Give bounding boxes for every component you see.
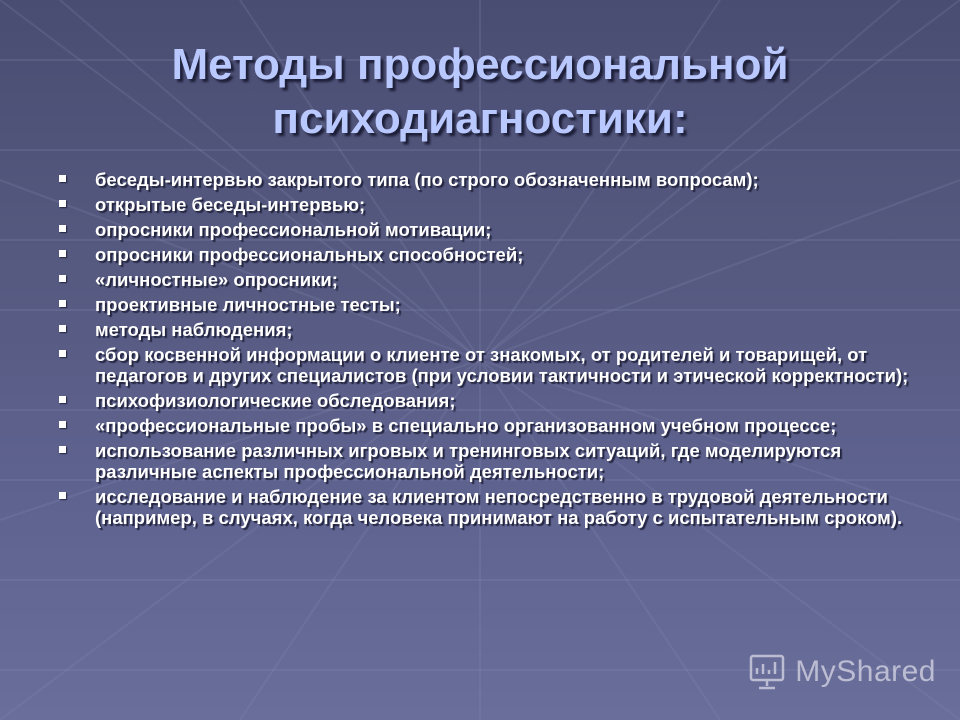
watermark	[747, 652, 936, 692]
list-item	[57, 344, 917, 386]
square-bullet-icon	[59, 421, 66, 428]
slide-title	[0, 38, 960, 146]
slide-title-line-1: Методы профессиональной	[171, 40, 789, 89]
list-item	[57, 415, 917, 436]
list-item-text: опросники профессиональных способностей;	[95, 244, 524, 265]
list-item-text: проективные личностные тесты;	[95, 294, 401, 315]
list-item	[57, 169, 917, 190]
list-item	[57, 294, 917, 315]
presentation-board-icon	[747, 652, 787, 692]
list-item-text: «профессиональные пробы» в специально организованном учебном процессе;	[95, 415, 837, 436]
square-bullet-icon	[59, 275, 66, 282]
square-bullet-icon	[59, 200, 66, 207]
list-item	[57, 269, 917, 290]
slide-title-line-2: психодиагностики:	[272, 94, 688, 143]
square-bullet-icon	[59, 350, 66, 357]
list-item	[57, 440, 917, 482]
square-bullet-icon	[59, 250, 66, 257]
list-item-text: «личностные» опросники;	[95, 269, 338, 290]
list-item	[57, 486, 917, 528]
list-item-text: психофизиологические обследования;	[95, 390, 456, 411]
list-item	[57, 194, 917, 215]
list-item	[57, 219, 917, 240]
list-item-text: использование различных игровых и тренинговых ситуаций, где моделируются различные аспекты профессиональной деятельности;	[95, 440, 842, 482]
list-item	[57, 319, 917, 340]
list-item-text: сбор косвенной информации о клиенте от знакомых, от родителей и товарищей, от педагогов и других специалистов (при условии тактичности и этической корректности);	[95, 344, 909, 386]
square-bullet-icon	[59, 300, 66, 307]
list-item-text: опросники профессиональной мотивации;	[95, 219, 492, 240]
list-item-text: беседы-интервью закрытого типа (по строго обозначенным вопросам);	[95, 169, 759, 190]
bullet-list	[57, 169, 917, 532]
square-bullet-icon	[59, 325, 66, 332]
square-bullet-icon	[59, 492, 66, 499]
square-bullet-icon	[59, 175, 66, 182]
list-item-text: открытые беседы-интервью;	[95, 194, 366, 215]
list-item	[57, 244, 917, 265]
square-bullet-icon	[59, 446, 66, 453]
list-item	[57, 390, 917, 411]
watermark-text: MyShared	[795, 655, 936, 688]
list-item-text: методы наблюдения;	[95, 319, 293, 340]
square-bullet-icon	[59, 396, 66, 403]
list-item-text: исследование и наблюдение за клиентом непосредственно в трудовой деятельности (например, в случаях, когда человека принимают на работу с испытательным сроком).	[95, 486, 903, 528]
square-bullet-icon	[59, 225, 66, 232]
